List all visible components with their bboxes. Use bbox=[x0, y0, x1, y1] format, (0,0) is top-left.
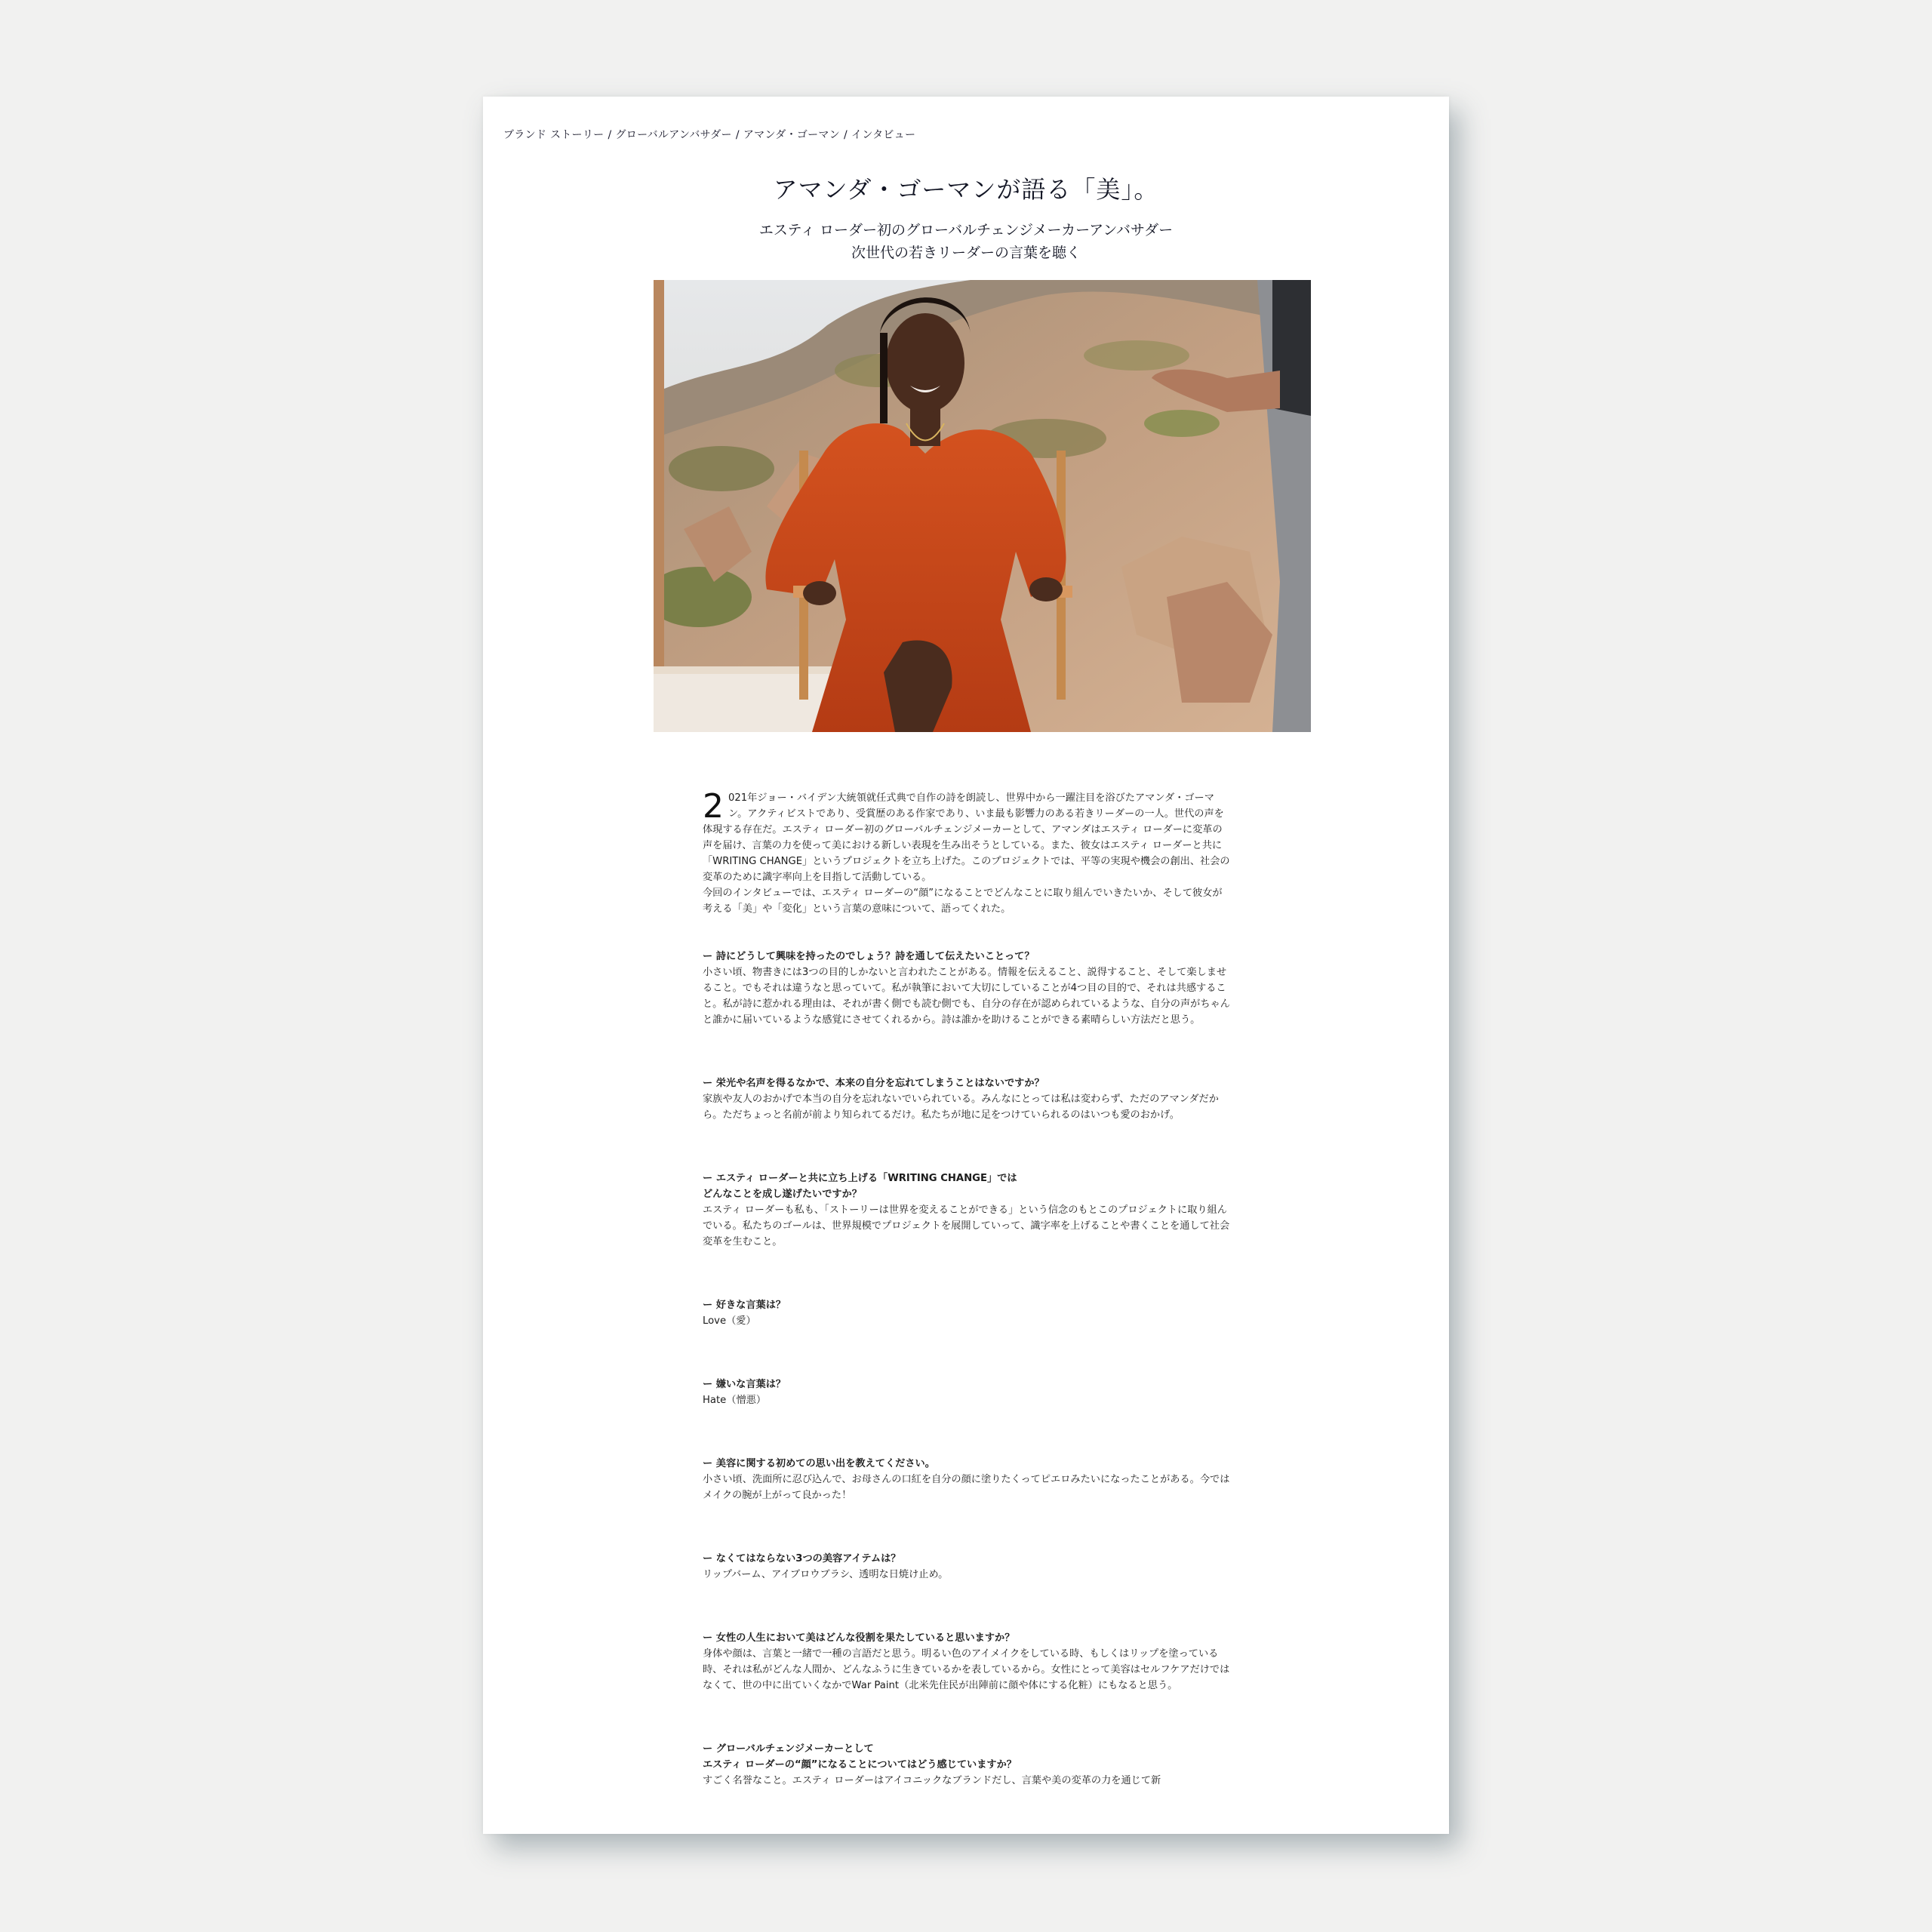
answer: すごく名誉なこと。エスティ ローダーはアイコニックなブランドだし、言葉や美の変革の力を通じて新 bbox=[703, 1775, 1161, 1786]
breadcrumb-separator: / bbox=[844, 129, 848, 141]
breadcrumb-item-brand-story[interactable]: ブランド ストーリー bbox=[503, 129, 605, 141]
hero-photo-illustration bbox=[654, 280, 1311, 732]
qa-block bbox=[703, 1456, 1231, 1503]
subtitle-line-2: 次世代の若きリーダーの言葉を聴く bbox=[851, 245, 1081, 261]
question: ー 女性の人生において美はどんな役割を果たしていると思いますか？ bbox=[703, 1632, 1015, 1644]
qa-block bbox=[703, 1075, 1231, 1123]
subtitle-line-1: エスティ ローダー初のグローバルチェンジメーカーアンバサダー bbox=[758, 222, 1174, 238]
qa-block bbox=[703, 1377, 1231, 1408]
qa-block bbox=[703, 1630, 1231, 1694]
answer: Hate（憎悪） bbox=[703, 1395, 767, 1406]
question: ー なくてはならない3つの美容アイテムは？ bbox=[703, 1553, 901, 1564]
qa-block bbox=[703, 1171, 1231, 1250]
breadcrumb-item-amanda-gorman[interactable]: アマンダ・ゴーマン bbox=[743, 129, 841, 141]
hero-image bbox=[654, 280, 1311, 732]
question: ー 嫌いな言葉は？ bbox=[703, 1379, 786, 1390]
article-intro bbox=[703, 787, 1231, 917]
qa-block bbox=[703, 1297, 1231, 1329]
question: ー エスティ ローダーと共に立ち上げる「WRITING CHANGE」では bbox=[703, 1173, 1017, 1184]
breadcrumb-separator: / bbox=[608, 129, 612, 141]
answer: エスティ ローダーも私も、「ストーリーは世界を変えることができる」という信念のもとこのプロジェクトに取り組んでいる。私たちのゴールは、世界規模でプロジェクトを展開していって、識字率を上げることや書くことを通して社会変革を生むこと。 bbox=[703, 1204, 1230, 1247]
answer: リップバーム、アイブロウブラシ、透明な日焼け止め。 bbox=[703, 1569, 949, 1580]
qa-block bbox=[703, 949, 1231, 1028]
article-page bbox=[483, 97, 1449, 1834]
question-line-2: エスティ ローダーの“顔”になることについてはどう感じていますか？ bbox=[703, 1759, 1017, 1770]
answer: 小さい頃、洗面所に忍び込んで、お母さんの口紅を自分の顔に塗りたくってピエロみたいになったことがある。今ではメイクの腕が上がって良かった！ bbox=[703, 1474, 1230, 1501]
page-title: アマンダ・ゴーマンが語る「美」。 bbox=[773, 175, 1159, 204]
breadcrumb-item-global-ambassador[interactable]: グローバルアンバサダー bbox=[615, 129, 732, 141]
page-subtitle bbox=[483, 219, 1449, 264]
breadcrumb-separator: / bbox=[735, 129, 740, 141]
question-line-2: どんなことを成し遂げたいですか？ bbox=[703, 1189, 862, 1200]
intro-paragraph-2: 今回のインタビューでは、エスティ ローダーの“顔”になることでどんなことに取り組んでいきたいか、そして彼女が考える「美」や「変化」という言葉の意味について、語ってくれた。 bbox=[703, 888, 1223, 915]
answer: 身体や顔は、言葉と一緒で一種の言語だと思う。明るい色のアイメイクをしている時、もしくはリップを塗っている時、それは私がどんな人間か、どんなふうに生きているかを表しているから。女性にとって美容はセルフケアだけではなくて、世の中に出ていくなかでWar Paint（北米先住民が出陣前に顔や体にする化粧）にもなると思う。 bbox=[703, 1648, 1230, 1691]
breadcrumb bbox=[503, 127, 915, 142]
qa-block bbox=[703, 1551, 1231, 1583]
answer: 小さい頃、物書きには3つの目的しかないと言われたことがある。情報を伝えること、説得すること、そして楽しませること。でもそれは違うなと思っていて。私が執筆において大切にしていることが4つ目の目的で、それは共感すること。私が詩に惹かれる理由は、それが書く側でも読む側でも、自分の存在が認められているような、自分の声がちゃんと誰かに届いているような感覚にさせてくれるから。詩は誰かを助けることができる素晴らしい方法だと思う。 bbox=[703, 967, 1230, 1026]
question: ー 栄光や名声を得るなかで、本来の自分を忘れてしまうことはないですか？ bbox=[703, 1078, 1044, 1089]
question: ー グローバルチェンジメーカーとして bbox=[703, 1743, 874, 1755]
breadcrumb-item-interview[interactable]: インタビュー bbox=[851, 129, 916, 141]
article-body bbox=[703, 787, 1231, 1789]
qa-block bbox=[703, 1741, 1231, 1789]
answer: Love（愛） bbox=[703, 1315, 756, 1327]
question: ー 詩にどうして興味を持ったのでしょう？詩を通して伝えたいことって？ bbox=[703, 951, 1035, 962]
answer: 家族や友人のおかげで本当の自分を忘れないでいられている。みんなにとっては私は変わらず、ただのアマンダだから。ただちょっと名前が前より知られてるだけ。私たちが地に足をつけていられるのはいつも愛のおかげ。 bbox=[703, 1094, 1219, 1121]
intro-dropcap: 2 bbox=[703, 787, 724, 826]
question: ー 美容に関する初めての思い出を教えてください。 bbox=[703, 1458, 935, 1469]
question: ー 好きな言葉は？ bbox=[703, 1300, 786, 1311]
intro-paragraph: 021年ジョー・バイデン大統領就任式典で自作の詩を朗読し、世界中から一躍注目を浴びたアマンダ・ゴーマン。アクティビストであり、受賞歴のある作家であり、いま最も影響力のある若きリーダーの一人。世代の声を体現する存在だ。エスティ ローダー初のグローバルチェンジメーカーとして、アマンダはエスティ ローダーに変革の声を届け、言葉の力を使って美における新しい表現を生み出そうとしている。また、彼女はエスティ ローダーと共に「WRITING CHANGE」というプロジェクトを立ち上げた。このプロジェクトでは、平等の実現や機会の創出、社会の変革のために識字率向上を目指して活動している。 bbox=[703, 792, 1230, 883]
